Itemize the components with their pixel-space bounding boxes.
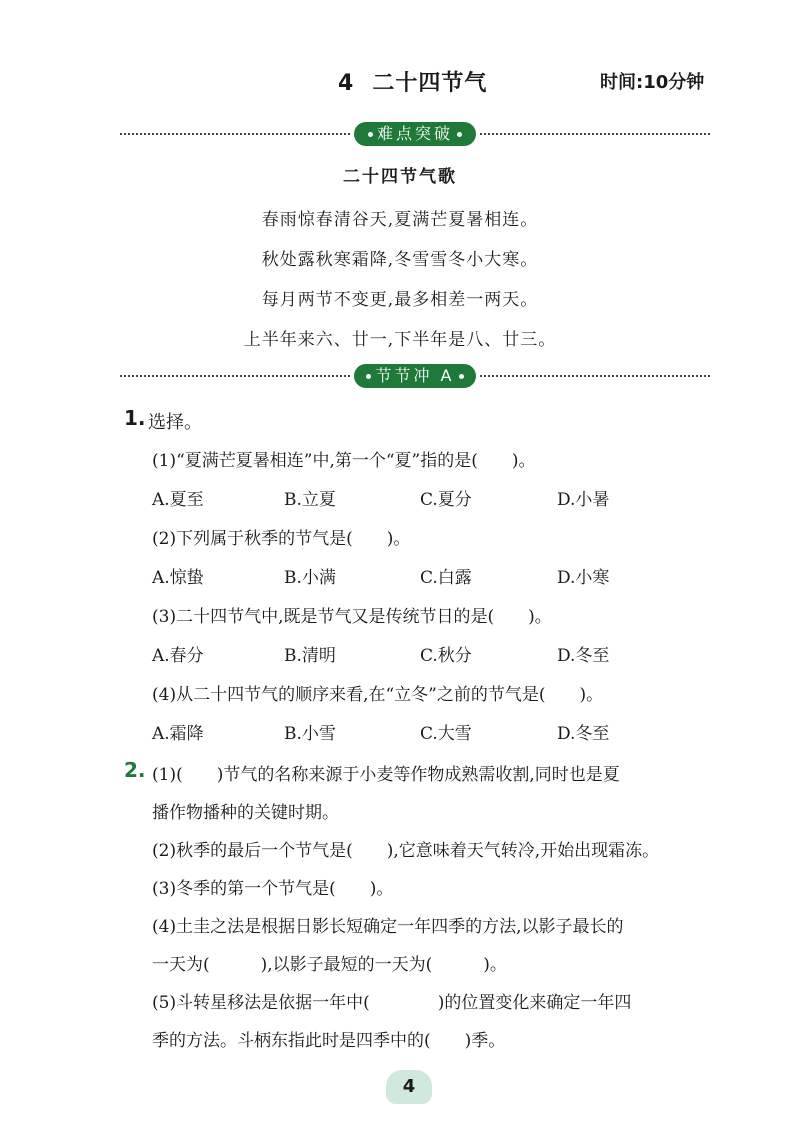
bullet-icon: [368, 132, 373, 137]
question-line: 一天为( ),以影子最短的一天为( )。: [152, 955, 507, 975]
options-row: [152, 719, 692, 745]
option[interactable]: A.惊蛰: [152, 568, 204, 588]
poem-line: 秋处露秋寒霜降,冬雪雪冬小大寒。: [261, 250, 539, 270]
options-row: [152, 485, 692, 511]
dotted-rule: [480, 375, 710, 377]
question-number: 1.: [124, 406, 146, 430]
option[interactable]: D.冬至: [557, 646, 610, 666]
question-item: (3)二十四节气中,既是节气又是传统节日的是( )。: [152, 607, 552, 627]
page-number: 4: [402, 1076, 416, 1097]
section-divider-difficult: [120, 122, 710, 146]
lesson-number: 4: [338, 71, 355, 96]
question-line: 季的方法。斗柄东指此时是四季中的( )季。: [152, 1031, 506, 1051]
option[interactable]: A.夏至: [152, 490, 204, 510]
question-item: (4)从二十四节气的顺序来看,在“立冬”之前的节气是( )。: [152, 685, 604, 705]
options-row: [152, 641, 692, 667]
option[interactable]: C.夏分: [420, 490, 472, 510]
dotted-rule: [120, 133, 350, 135]
option[interactable]: B.清明: [284, 646, 336, 666]
options-row: [152, 563, 692, 589]
question-line: (5)斗转星移法是依据一年中( )的位置变化来确定一年四: [152, 993, 632, 1013]
option[interactable]: C.秋分: [420, 646, 472, 666]
question-line: (3)冬季的第一个节气是( )。: [152, 879, 394, 899]
option[interactable]: B.立夏: [284, 490, 336, 510]
lesson-title-text: 二十四节气: [372, 71, 488, 96]
option[interactable]: C.大雪: [420, 724, 472, 744]
question-item: (1)“夏满芒夏暑相连”中,第一个“夏”指的是( )。: [152, 451, 536, 471]
bullet-icon: [457, 132, 462, 137]
poem-line: 上半年来六、廿一,下半年是八、廿三。: [243, 330, 557, 350]
time-limit: 时间:10分钟: [600, 72, 705, 93]
bullet-icon: [459, 374, 464, 379]
section-divider-practice: [120, 364, 710, 388]
bullet-icon: [366, 374, 371, 379]
section-badge-difficult: [354, 122, 476, 146]
dotted-rule: [480, 133, 710, 135]
option[interactable]: D.小寒: [557, 568, 610, 588]
lesson-title: [338, 66, 487, 97]
question-stem: 选择。: [148, 412, 202, 433]
section-label: 节节冲 A: [375, 366, 455, 385]
section-label: 难点突破: [376, 124, 453, 143]
page-number-badge: [386, 1070, 432, 1104]
option[interactable]: A.霜降: [152, 724, 204, 744]
question-line: 播作物播种的关键时期。: [152, 803, 339, 823]
option[interactable]: C.白露: [420, 568, 472, 588]
option[interactable]: D.冬至: [557, 724, 610, 744]
poem-title: 二十四节气歌: [343, 167, 457, 187]
question-number: 2.: [124, 758, 146, 782]
section-badge-practice: [354, 364, 476, 388]
option[interactable]: D.小暑: [557, 490, 610, 510]
poem-line: 春雨惊春清谷天,夏满芒夏暑相连。: [261, 210, 539, 230]
option[interactable]: B.小满: [284, 568, 336, 588]
poem-line: 每月两节不变更,最多相差一两天。: [261, 290, 539, 310]
option[interactable]: A.春分: [152, 646, 204, 666]
question-line: (4)土圭之法是根据日影长短确定一年四季的方法,以影子最长的: [152, 917, 624, 937]
option[interactable]: B.小雪: [284, 724, 336, 744]
poem-block: [0, 162, 800, 365]
question-line: (2)秋季的最后一个节气是( ),它意味着天气转冷,开始出现霜冻。: [152, 841, 660, 861]
question-line: (1)( )节气的名称来源于小麦等作物成熟需收割,同时也是夏: [152, 765, 620, 785]
page-header: [0, 66, 800, 106]
dotted-rule: [120, 375, 350, 377]
question-item: (2)下列属于秋季的节气是( )。: [152, 529, 411, 549]
